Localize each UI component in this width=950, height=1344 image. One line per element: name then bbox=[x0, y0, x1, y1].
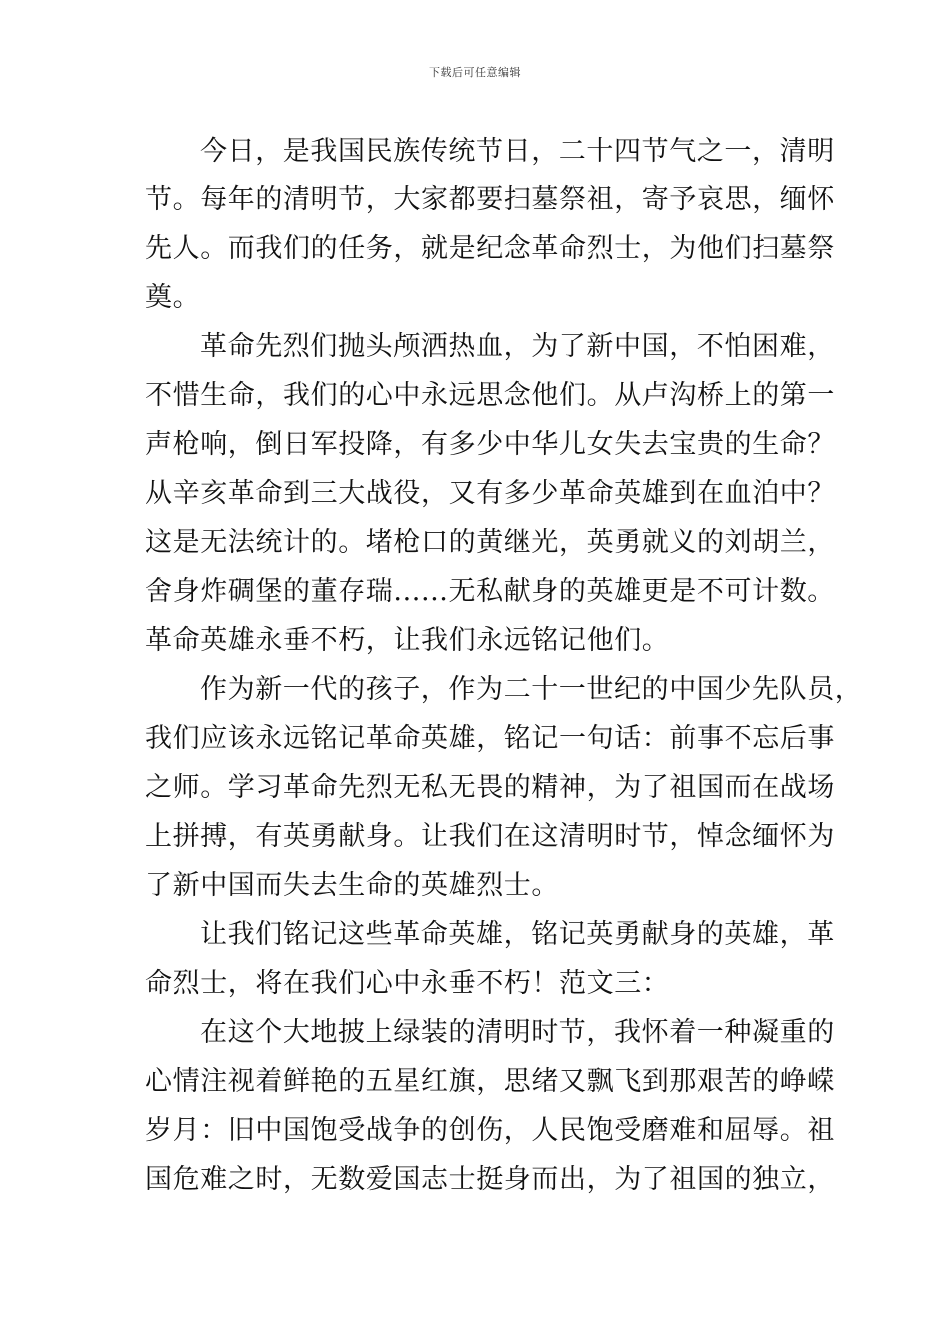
paragraph-2-line-3: 声枪响，倒日军投降，有多少中华儿女失去宝贵的生命？ bbox=[145, 429, 835, 460]
paragraph-4-line-2: 命烈士，将在我们心中永垂不朽！范文三： bbox=[145, 968, 670, 999]
paragraph-2-line-1: 革命先烈们抛头颅洒热血，为了新中国，不怕困难， bbox=[200, 331, 835, 362]
paragraph-5-line-4: 国危难之时，无数爱国志士挺身而出，为了祖国的独立， bbox=[145, 1164, 835, 1195]
paragraph-3-line-4: 上拼搏，有英勇献身。让我们在这清明时节，悼念缅怀为 bbox=[145, 821, 835, 852]
paragraph-2-line-5: 这是无法统计的。堵枪口的黄继光，英勇就义的刘胡兰， bbox=[145, 527, 835, 558]
paragraph-2-line-7: 革命英雄永垂不朽，让我们永远铭记他们。 bbox=[145, 625, 670, 656]
paragraph-3-line-5: 了新中国而失去生命的英雄烈士。 bbox=[145, 870, 559, 901]
page-header: 下载后可任意编辑 bbox=[429, 66, 521, 79]
paragraph-5-line-3: 岁月：旧中国饱受战争的创伤，人民饱受磨难和屈辱。祖 bbox=[145, 1115, 835, 1146]
paragraph-1-line-1: 今日，是我国民族传统节日，二十四节气之一，清明 bbox=[200, 136, 835, 167]
paragraph-2-line-6: 舍身炸碉堡的董存瑞......无私献身的英雄更是不可计数。 bbox=[145, 576, 835, 607]
paragraph-1-line-4: 奠。 bbox=[145, 282, 201, 313]
paragraph-3-line-2: 我们应该永远铭记革命英雄，铭记一句话：前事不忘后事 bbox=[145, 723, 835, 754]
paragraph-3-line-1: 作为新一代的孩子，作为二十一世纪的中国少先队员， bbox=[200, 674, 863, 705]
paragraph-2-line-4: 从辛亥革命到三大战役，又有多少革命英雄到在血泊中？ bbox=[145, 478, 835, 509]
paragraph-1-line-2: 节。每年的清明节，大家都要扫墓祭祖，寄予哀思，缅怀 bbox=[145, 184, 835, 215]
paragraph-1-line-3: 先人。而我们的任务，就是纪念革命烈士，为他们扫墓祭 bbox=[145, 233, 835, 264]
paragraph-5-line-2: 心情注视着鲜艳的五星红旗，思绪又飘飞到那艰苦的峥嵘 bbox=[145, 1066, 835, 1097]
paragraph-5-line-1: 在这个大地披上绿装的清明时节，我怀着一种凝重的 bbox=[200, 1017, 835, 1048]
paragraph-4-line-1: 让我们铭记这些革命英雄，铭记英勇献身的英雄，革 bbox=[200, 919, 835, 950]
paragraph-3-line-3: 之师。学习革命先烈无私无畏的精神，为了祖国而在战场 bbox=[145, 772, 835, 803]
paragraph-2-line-2: 不惜生命，我们的心中永远思念他们。从卢沟桥上的第一 bbox=[145, 380, 835, 411]
